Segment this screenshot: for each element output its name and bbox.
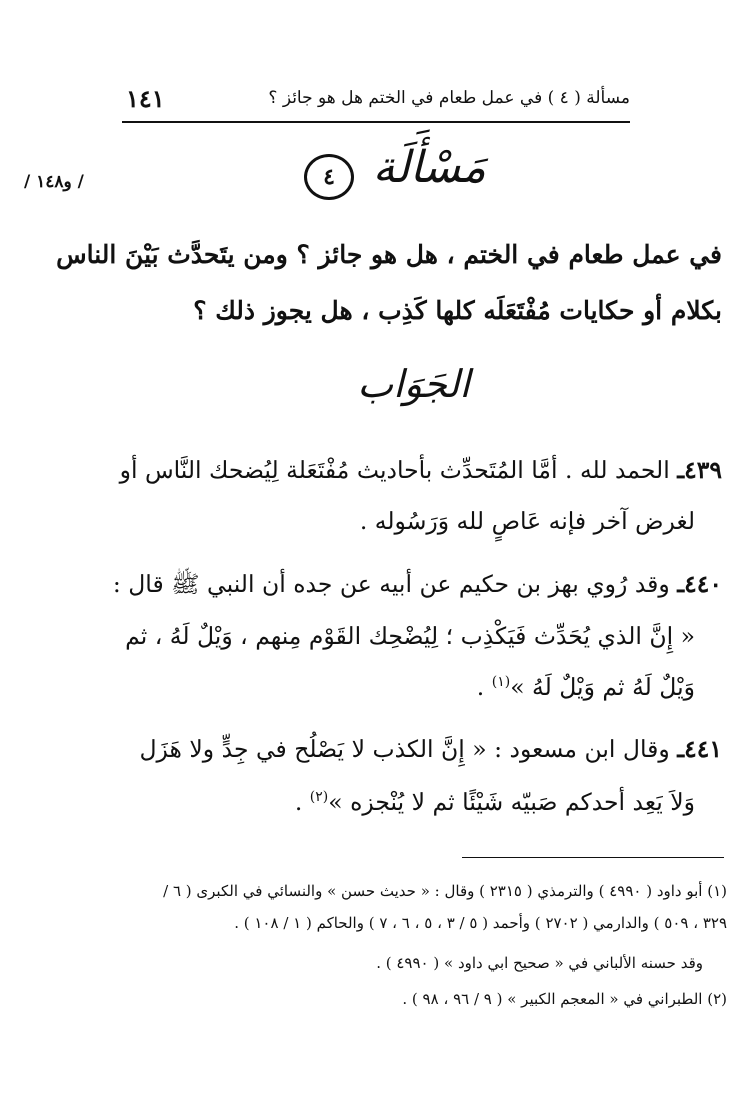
answer-heading-word: الجَوَاب <box>357 362 470 406</box>
running-title: مسألة ( ٤ ) في عمل طعام في الختم هل هو جائز ؟ <box>268 88 630 108</box>
paragraph-text: الحمد لله . أمَّا المُتَحدِّث بأحاديث مُفْتَعَلة لِيُضحك النَّاس أو <box>119 456 670 484</box>
footnote-marker-2: (٢) <box>309 789 329 806</box>
paragraph-440-line-2: « إِنَّ الذي يُحَدِّث فَيَكْذِب ؛ لِيُضْحِك القَوْم مِنهم ، وَيْلٌ لَهُ ، ثم <box>125 622 695 650</box>
manuscript-folio-note: / و١٤٨ / <box>24 172 84 192</box>
answer-heading <box>350 360 470 420</box>
running-header <box>122 84 630 118</box>
question-line-1: في عمل طعام في الختم ، هل هو جائز ؟ ومن يتَحدَّث بَيْنَ الناس <box>56 240 722 269</box>
paragraph-440-line-3 <box>477 673 695 701</box>
footnote-1-line-2: ٣٢٩ ، ٥٠٩ ) والدارمي ( ٢٧٠٢ ) وأحمد ( ٥ / ٣ ، ٥ ، ٦ ، ٧ ) والحاكم ( ١ / ١٠٨ ) . <box>234 914 727 932</box>
footnote-2-line-1: (٢) الطبراني في « المعجم الكبير » ( ٩ / ٩٦ ، ٩٨ ) . <box>402 990 727 1008</box>
footnote-marker-1: (١) <box>491 674 511 691</box>
paragraph-text: وقد رُوي بهز بن حكيم عن أبيه عن جده أن النبي ﷺ قال : <box>112 570 670 598</box>
paragraph-text: وقال ابن مسعود : « إِنَّ الكذب لا يَصْلُح في جِدٍّ ولا هَزَل <box>139 735 670 763</box>
section-heading <box>296 140 486 208</box>
paragraph-441-line-2 <box>295 788 695 816</box>
paragraph-439-line-2: لغرض آخر فإنه عَاصٍ لله وَرَسُوله . <box>359 507 695 535</box>
hadith-text: وَيْلٌ لَهُ ثم وَيْلٌ لَهُ » <box>510 673 695 701</box>
footnote-1-line-3: وقد حسنه الألباني في « صحيح ابي داود » ( ٤٩٩٠ ) . <box>376 954 703 972</box>
footnote-1-line-1: (١) أبو داود ( ٤٩٩٠ ) والترمذي ( ٢٣١٥ ) وقال : « حديث حسن » والنسائي في الكبرى ( ٦ / <box>163 882 727 900</box>
section-heading-word: مَسْأَلَة <box>372 142 486 193</box>
quote-text: وَلاَ يَعِد أحدكم صَبيّه شَيْئًا ثم لا يُنْجزه » <box>328 788 695 816</box>
page-number: ١٤١ <box>126 84 165 113</box>
question-line-2: بكلام أو حكايات مُفْتَعَلَه كلها كَذِب ، هل يجوز ذلك ؟ <box>193 296 722 325</box>
paragraph-number: ٤٤١ـ <box>677 735 722 763</box>
paragraph-number: ٤٣٩ـ <box>677 456 722 484</box>
sentence-end: . <box>476 673 492 701</box>
sentence-end: . <box>294 788 310 816</box>
header-rule <box>122 121 630 123</box>
footnote-separator <box>462 857 724 858</box>
paragraph-440-line-1 <box>113 570 722 604</box>
paragraph-number: ٤٤٠ـ <box>677 570 722 598</box>
paragraph-439-line-1 <box>120 456 722 484</box>
section-number-circle: ٤ <box>304 154 354 200</box>
paragraph-441-line-1 <box>139 735 722 763</box>
